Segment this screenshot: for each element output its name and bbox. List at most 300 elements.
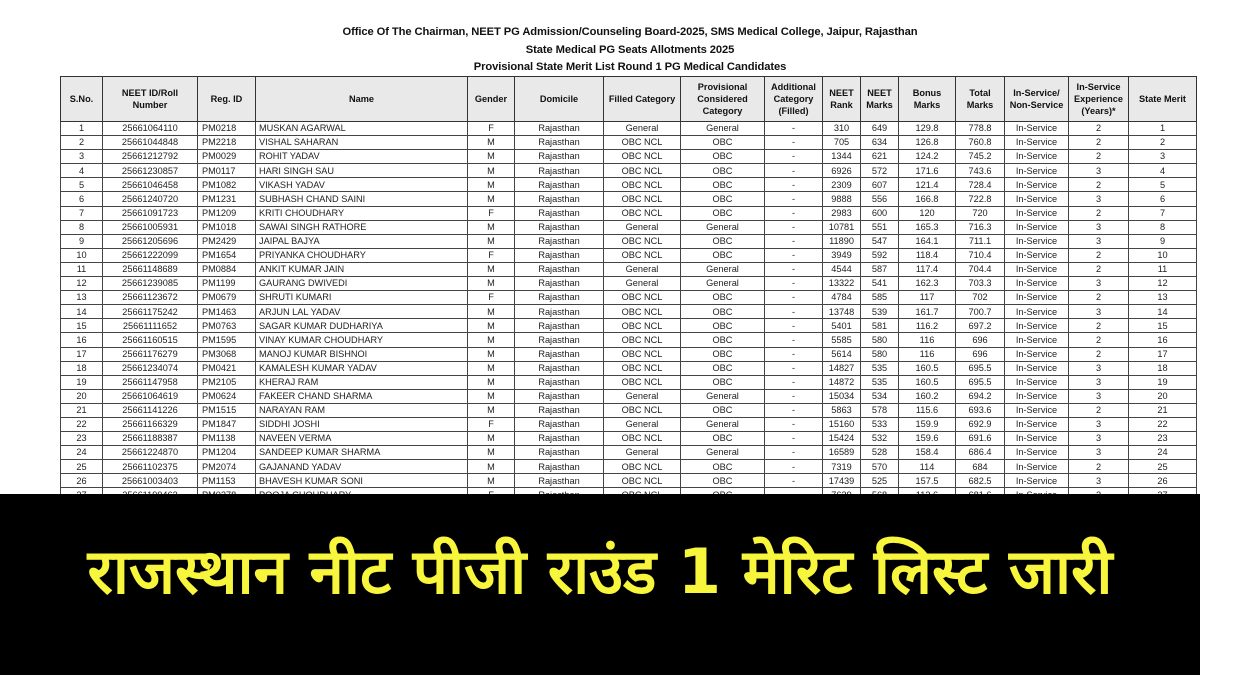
cell-provisional-category: General xyxy=(681,262,765,276)
cell-domicile: Rajasthan xyxy=(515,460,604,474)
cell-provisional-category: OBC xyxy=(681,192,765,206)
cell-service-experience: 3 xyxy=(1069,417,1129,431)
cell-service-type: In-Service xyxy=(1005,305,1069,319)
cell-additional-category: - xyxy=(765,389,823,403)
cell-neet-id: 25661239085 xyxy=(103,277,198,291)
cell-service-type: In-Service xyxy=(1005,164,1069,178)
cell-neet-marks: 592 xyxy=(861,248,899,262)
cell-neet-rank: 310 xyxy=(823,122,861,136)
cell-state-merit: 10 xyxy=(1129,248,1197,262)
cell-name: KAMALESH KUMAR YADAV xyxy=(256,361,468,375)
table-row xyxy=(61,192,1197,206)
cell-state-merit: 7 xyxy=(1129,206,1197,220)
table-row xyxy=(61,403,1197,417)
cell-neet-id: 25661091723 xyxy=(103,206,198,220)
cell-provisional-category: OBC xyxy=(681,305,765,319)
cell-neet-marks: 532 xyxy=(861,432,899,446)
cell-service-experience: 2 xyxy=(1069,248,1129,262)
cell-neet-rank: 5614 xyxy=(823,347,861,361)
header-col-name: Name xyxy=(256,77,468,122)
cell-service-experience: 3 xyxy=(1069,220,1129,234)
cell-neet-id: 25661102375 xyxy=(103,460,198,474)
cell-sno: 6 xyxy=(61,192,103,206)
cell-neet-id: 25661240720 xyxy=(103,192,198,206)
cell-additional-category: - xyxy=(765,220,823,234)
cell-service-experience: 3 xyxy=(1069,389,1129,403)
table-row xyxy=(61,417,1197,431)
cell-provisional-category: General xyxy=(681,122,765,136)
cell-neet-marks: 634 xyxy=(861,136,899,150)
header-col-provisional-category: Provisional Considered Category xyxy=(681,77,765,122)
header-col-total-marks: Total Marks xyxy=(956,77,1005,122)
cell-additional-category: - xyxy=(765,432,823,446)
cell-gender: M xyxy=(468,474,515,488)
cell-name: GAJANAND YADAV xyxy=(256,460,468,474)
cell-reg-id: PM1082 xyxy=(198,178,256,192)
cell-name: SIDDHI JOSHI xyxy=(256,417,468,431)
table-row xyxy=(61,220,1197,234)
cell-name: SUBHASH CHAND SAINI xyxy=(256,192,468,206)
cell-service-type: In-Service xyxy=(1005,122,1069,136)
cell-neet-marks: 572 xyxy=(861,164,899,178)
cell-sno: 8 xyxy=(61,220,103,234)
cell-name: VIKASH YADAV xyxy=(256,178,468,192)
cell-provisional-category: General xyxy=(681,220,765,234)
cell-reg-id: PM1018 xyxy=(198,220,256,234)
cell-domicile: Rajasthan xyxy=(515,136,604,150)
cell-neet-id: 25661111652 xyxy=(103,319,198,333)
cell-additional-category: - xyxy=(765,262,823,276)
cell-additional-category: - xyxy=(765,417,823,431)
cell-neet-id: 25661188387 xyxy=(103,432,198,446)
cell-domicile: Rajasthan xyxy=(515,417,604,431)
cell-neet-marks: 541 xyxy=(861,277,899,291)
cell-state-merit: 14 xyxy=(1129,305,1197,319)
cell-domicile: Rajasthan xyxy=(515,474,604,488)
cell-provisional-category: OBC xyxy=(681,150,765,164)
cell-neet-marks: 621 xyxy=(861,150,899,164)
cell-filled-category: General xyxy=(604,262,681,276)
cell-filled-category: OBC NCL xyxy=(604,347,681,361)
cell-service-type: In-Service xyxy=(1005,262,1069,276)
cell-gender: M xyxy=(468,446,515,460)
cell-additional-category: - xyxy=(765,136,823,150)
cell-provisional-category: OBC xyxy=(681,319,765,333)
cell-sno: 7 xyxy=(61,206,103,220)
cell-service-experience: 2 xyxy=(1069,262,1129,276)
cell-additional-category: - xyxy=(765,460,823,474)
cell-service-type: In-Service xyxy=(1005,291,1069,305)
cell-filled-category: OBC NCL xyxy=(604,474,681,488)
cell-gender: M xyxy=(468,192,515,206)
cell-neet-marks: 533 xyxy=(861,417,899,431)
cell-neet-id: 25661212792 xyxy=(103,150,198,164)
cell-state-merit: 26 xyxy=(1129,474,1197,488)
cell-gender: F xyxy=(468,122,515,136)
cell-additional-category: - xyxy=(765,333,823,347)
cell-service-experience: 2 xyxy=(1069,178,1129,192)
cell-filled-category: OBC NCL xyxy=(604,432,681,446)
cell-name: KHERAJ RAM xyxy=(256,375,468,389)
cell-gender: M xyxy=(468,277,515,291)
cell-domicile: Rajasthan xyxy=(515,206,604,220)
cell-total-marks: 760.8 xyxy=(956,136,1005,150)
header-col-neet-id: NEET ID/Roll Number xyxy=(103,77,198,122)
cell-filled-category: OBC NCL xyxy=(604,361,681,375)
cell-service-experience: 2 xyxy=(1069,460,1129,474)
cell-name: ROHIT YADAV xyxy=(256,150,468,164)
cell-domicile: Rajasthan xyxy=(515,389,604,403)
cell-neet-id: 25661176279 xyxy=(103,347,198,361)
cell-name: BHAVESH KUMAR SONI xyxy=(256,474,468,488)
cell-total-marks: 716.3 xyxy=(956,220,1005,234)
cell-filled-category: OBC NCL xyxy=(604,460,681,474)
cell-sno: 3 xyxy=(61,150,103,164)
cell-provisional-category: OBC xyxy=(681,206,765,220)
cell-domicile: Rajasthan xyxy=(515,234,604,248)
cell-service-type: In-Service xyxy=(1005,150,1069,164)
cell-additional-category: - xyxy=(765,206,823,220)
cell-sno: 25 xyxy=(61,460,103,474)
cell-name: GAURANG DWIVEDI xyxy=(256,277,468,291)
cell-reg-id: PM1231 xyxy=(198,192,256,206)
cell-neet-id: 25661160515 xyxy=(103,333,198,347)
cell-service-type: In-Service xyxy=(1005,460,1069,474)
cell-total-marks: 745.2 xyxy=(956,150,1005,164)
cell-state-merit: 3 xyxy=(1129,150,1197,164)
cell-service-type: In-Service xyxy=(1005,319,1069,333)
cell-additional-category: - xyxy=(765,150,823,164)
cell-filled-category: OBC NCL xyxy=(604,192,681,206)
cell-reg-id: PM0218 xyxy=(198,122,256,136)
cell-additional-category: - xyxy=(765,403,823,417)
cell-neet-rank: 6926 xyxy=(823,164,861,178)
cell-neet-rank: 14827 xyxy=(823,361,861,375)
cell-provisional-category: OBC xyxy=(681,178,765,192)
cell-reg-id: PM1463 xyxy=(198,305,256,319)
cell-service-experience: 3 xyxy=(1069,375,1129,389)
cell-domicile: Rajasthan xyxy=(515,305,604,319)
cell-state-merit: 1 xyxy=(1129,122,1197,136)
cell-reg-id: PM1654 xyxy=(198,248,256,262)
cell-neet-marks: 580 xyxy=(861,333,899,347)
cell-service-experience: 2 xyxy=(1069,319,1129,333)
cell-service-type: In-Service xyxy=(1005,220,1069,234)
cell-neet-id: 25661044848 xyxy=(103,136,198,150)
cell-sno: 15 xyxy=(61,319,103,333)
table-row xyxy=(61,291,1197,305)
cell-gender: M xyxy=(468,305,515,319)
cell-reg-id: PM1595 xyxy=(198,333,256,347)
cell-gender: M xyxy=(468,403,515,417)
cell-service-type: In-Service xyxy=(1005,178,1069,192)
cell-service-type: In-Service xyxy=(1005,277,1069,291)
cell-neet-marks: 578 xyxy=(861,403,899,417)
header-col-bonus-marks: Bonus Marks xyxy=(899,77,956,122)
cell-reg-id: PM3068 xyxy=(198,347,256,361)
cell-gender: M xyxy=(468,389,515,403)
cell-service-type: In-Service xyxy=(1005,375,1069,389)
header-col-reg-id: Reg. ID xyxy=(198,77,256,122)
cell-filled-category: General xyxy=(604,277,681,291)
cell-sno: 23 xyxy=(61,432,103,446)
cell-gender: F xyxy=(468,291,515,305)
title-office: Office Of The Chairman, NEET PG Admission/Counseling Board-2025, SMS Medical College, Jaipur, Rajasthan xyxy=(342,26,918,38)
table-row xyxy=(61,234,1197,248)
cell-domicile: Rajasthan xyxy=(515,361,604,375)
cell-sno: 12 xyxy=(61,277,103,291)
cell-sno: 20 xyxy=(61,389,103,403)
cell-total-marks: 703.3 xyxy=(956,277,1005,291)
cell-total-marks: 743.6 xyxy=(956,164,1005,178)
cell-name: SANDEEP KUMAR SHARMA xyxy=(256,446,468,460)
cell-reg-id: PM1199 xyxy=(198,277,256,291)
cell-total-marks: 704.4 xyxy=(956,262,1005,276)
cell-domicile: Rajasthan xyxy=(515,319,604,333)
cell-domicile: Rajasthan xyxy=(515,262,604,276)
cell-provisional-category: OBC xyxy=(681,375,765,389)
cell-neet-rank: 10781 xyxy=(823,220,861,234)
banner-headline: राजस्थान नीट पीजी राउंड 1 मेरिट लिस्ट जारी xyxy=(87,535,1113,608)
cell-sno: 22 xyxy=(61,417,103,431)
table-body xyxy=(61,122,1197,503)
header-col-state-merit: State Merit xyxy=(1129,77,1197,122)
cell-state-merit: 11 xyxy=(1129,262,1197,276)
cell-gender: M xyxy=(468,347,515,361)
cell-additional-category: - xyxy=(765,446,823,460)
cell-filled-category: OBC NCL xyxy=(604,403,681,417)
cell-domicile: Rajasthan xyxy=(515,150,604,164)
cell-neet-rank: 13322 xyxy=(823,277,861,291)
cell-gender: F xyxy=(468,248,515,262)
cell-provisional-category: General xyxy=(681,417,765,431)
cell-bonus-marks: 166.8 xyxy=(899,192,956,206)
cell-state-merit: 20 xyxy=(1129,389,1197,403)
cell-domicile: Rajasthan xyxy=(515,333,604,347)
cell-service-type: In-Service xyxy=(1005,136,1069,150)
cell-total-marks: 778.8 xyxy=(956,122,1005,136)
cell-reg-id: PM0624 xyxy=(198,389,256,403)
cell-domicile: Rajasthan xyxy=(515,347,604,361)
cell-neet-id: 25661175242 xyxy=(103,305,198,319)
header-col-domicile: Domicile xyxy=(515,77,604,122)
cell-state-merit: 13 xyxy=(1129,291,1197,305)
cell-state-merit: 22 xyxy=(1129,417,1197,431)
cell-bonus-marks: 126.8 xyxy=(899,136,956,150)
cell-neet-rank: 15034 xyxy=(823,389,861,403)
cell-filled-category: General xyxy=(604,389,681,403)
cell-neet-rank: 2983 xyxy=(823,206,861,220)
cell-reg-id: PM2429 xyxy=(198,234,256,248)
table-row xyxy=(61,277,1197,291)
cell-state-merit: 2 xyxy=(1129,136,1197,150)
cell-filled-category: OBC NCL xyxy=(604,136,681,150)
table-row xyxy=(61,389,1197,403)
cell-bonus-marks: 115.6 xyxy=(899,403,956,417)
cell-reg-id: PM0117 xyxy=(198,164,256,178)
cell-reg-id: PM1209 xyxy=(198,206,256,220)
cell-state-merit: 15 xyxy=(1129,319,1197,333)
table-row xyxy=(61,136,1197,150)
cell-name: SAGAR KUMAR DUDHARIYA xyxy=(256,319,468,333)
cell-bonus-marks: 120 xyxy=(899,206,956,220)
cell-service-experience: 2 xyxy=(1069,206,1129,220)
cell-provisional-category: General xyxy=(681,389,765,403)
cell-total-marks: 696 xyxy=(956,347,1005,361)
cell-provisional-category: General xyxy=(681,446,765,460)
cell-sno: 2 xyxy=(61,136,103,150)
table-row xyxy=(61,262,1197,276)
cell-state-merit: 21 xyxy=(1129,403,1197,417)
cell-name: NARAYAN RAM xyxy=(256,403,468,417)
cell-sno: 17 xyxy=(61,347,103,361)
cell-neet-marks: 539 xyxy=(861,305,899,319)
cell-gender: M xyxy=(468,220,515,234)
cell-sno: 21 xyxy=(61,403,103,417)
cell-state-merit: 6 xyxy=(1129,192,1197,206)
cell-reg-id: PM1204 xyxy=(198,446,256,460)
cell-total-marks: 722.8 xyxy=(956,192,1005,206)
cell-total-marks: 696 xyxy=(956,333,1005,347)
cell-state-merit: 9 xyxy=(1129,234,1197,248)
table-row xyxy=(61,122,1197,136)
header-col-additional-category: Additional Category (Filled) xyxy=(765,77,823,122)
cell-bonus-marks: 159.9 xyxy=(899,417,956,431)
cell-additional-category: - xyxy=(765,234,823,248)
cell-neet-rank: 9888 xyxy=(823,192,861,206)
cell-service-type: In-Service xyxy=(1005,192,1069,206)
cell-service-experience: 2 xyxy=(1069,150,1129,164)
cell-bonus-marks: 160.5 xyxy=(899,361,956,375)
cell-total-marks: 686.4 xyxy=(956,446,1005,460)
cell-name: MUSKAN AGARWAL xyxy=(256,122,468,136)
cell-neet-rank: 5401 xyxy=(823,319,861,333)
cell-service-experience: 3 xyxy=(1069,446,1129,460)
cell-sno: 1 xyxy=(61,122,103,136)
cell-provisional-category: OBC xyxy=(681,347,765,361)
cell-name: ANKIT KUMAR JAIN xyxy=(256,262,468,276)
header-col-gender: Gender xyxy=(468,77,515,122)
cell-sno: 13 xyxy=(61,291,103,305)
cell-filled-category: OBC NCL xyxy=(604,178,681,192)
cell-domicile: Rajasthan xyxy=(515,375,604,389)
cell-neet-rank: 705 xyxy=(823,136,861,150)
cell-total-marks: 684 xyxy=(956,460,1005,474)
cell-total-marks: 728.4 xyxy=(956,178,1005,192)
header-col-neet-marks: NEET Marks xyxy=(861,77,899,122)
cell-additional-category: - xyxy=(765,164,823,178)
cell-total-marks: 695.5 xyxy=(956,375,1005,389)
cell-provisional-category: OBC xyxy=(681,432,765,446)
cell-additional-category: - xyxy=(765,375,823,389)
cell-sno: 18 xyxy=(61,361,103,375)
cell-neet-rank: 1344 xyxy=(823,150,861,164)
header-col-sno: S.No. xyxy=(61,77,103,122)
cell-provisional-category: OBC xyxy=(681,403,765,417)
cell-filled-category: OBC NCL xyxy=(604,150,681,164)
cell-reg-id: PM0421 xyxy=(198,361,256,375)
cell-bonus-marks: 117 xyxy=(899,291,956,305)
cell-neet-marks: 580 xyxy=(861,347,899,361)
cell-neet-marks: 649 xyxy=(861,122,899,136)
cell-filled-category: General xyxy=(604,220,681,234)
cell-reg-id: PM0763 xyxy=(198,319,256,333)
cell-total-marks: 682.5 xyxy=(956,474,1005,488)
cell-neet-marks: 581 xyxy=(861,319,899,333)
cell-service-experience: 3 xyxy=(1069,234,1129,248)
cell-provisional-category: OBC xyxy=(681,164,765,178)
cell-state-merit: 25 xyxy=(1129,460,1197,474)
cell-neet-id: 25661005931 xyxy=(103,220,198,234)
merit-table xyxy=(60,76,1197,503)
cell-name: HARI SINGH SAU xyxy=(256,164,468,178)
cell-filled-category: General xyxy=(604,446,681,460)
cell-bonus-marks: 129.8 xyxy=(899,122,956,136)
cell-bonus-marks: 116 xyxy=(899,347,956,361)
cell-additional-category: - xyxy=(765,178,823,192)
cell-reg-id: PM1138 xyxy=(198,432,256,446)
cell-gender: M xyxy=(468,319,515,333)
cell-service-type: In-Service xyxy=(1005,347,1069,361)
cell-domicile: Rajasthan xyxy=(515,248,604,262)
cell-provisional-category: General xyxy=(681,277,765,291)
cell-neet-id: 25661123672 xyxy=(103,291,198,305)
cell-neet-id: 25661166329 xyxy=(103,417,198,431)
cell-neet-marks: 556 xyxy=(861,192,899,206)
cell-state-merit: 8 xyxy=(1129,220,1197,234)
cell-neet-id: 25661148689 xyxy=(103,262,198,276)
cell-neet-rank: 13748 xyxy=(823,305,861,319)
cell-neet-rank: 7319 xyxy=(823,460,861,474)
cell-reg-id: PM2074 xyxy=(198,460,256,474)
cell-filled-category: OBC NCL xyxy=(604,291,681,305)
cell-state-merit: 16 xyxy=(1129,333,1197,347)
cell-name: JAIPAL BAJYA xyxy=(256,234,468,248)
cell-sno: 5 xyxy=(61,178,103,192)
cell-additional-category: - xyxy=(765,474,823,488)
cell-filled-category: OBC NCL xyxy=(604,319,681,333)
cell-domicile: Rajasthan xyxy=(515,403,604,417)
cell-provisional-category: OBC xyxy=(681,333,765,347)
table-row xyxy=(61,248,1197,262)
cell-name: SAWAI SINGH RATHORE xyxy=(256,220,468,234)
table-row xyxy=(61,474,1197,488)
cell-state-merit: 24 xyxy=(1129,446,1197,460)
cell-reg-id: PM0884 xyxy=(198,262,256,276)
cell-neet-rank: 16589 xyxy=(823,446,861,460)
cell-sno: 10 xyxy=(61,248,103,262)
cell-neet-rank: 2309 xyxy=(823,178,861,192)
cell-service-experience: 3 xyxy=(1069,164,1129,178)
cell-provisional-category: OBC xyxy=(681,248,765,262)
cell-gender: F xyxy=(468,417,515,431)
cell-neet-marks: 587 xyxy=(861,262,899,276)
cell-neet-marks: 535 xyxy=(861,361,899,375)
document-titles xyxy=(0,24,1260,77)
cell-service-type: In-Service xyxy=(1005,417,1069,431)
cell-gender: M xyxy=(468,164,515,178)
cell-additional-category: - xyxy=(765,277,823,291)
cell-total-marks: 692.9 xyxy=(956,417,1005,431)
cell-neet-rank: 11890 xyxy=(823,234,861,248)
cell-state-merit: 18 xyxy=(1129,361,1197,375)
cell-state-merit: 5 xyxy=(1129,178,1197,192)
cell-neet-marks: 535 xyxy=(861,375,899,389)
cell-neet-marks: 607 xyxy=(861,178,899,192)
cell-reg-id: PM1847 xyxy=(198,417,256,431)
cell-neet-marks: 600 xyxy=(861,206,899,220)
cell-service-type: In-Service xyxy=(1005,432,1069,446)
